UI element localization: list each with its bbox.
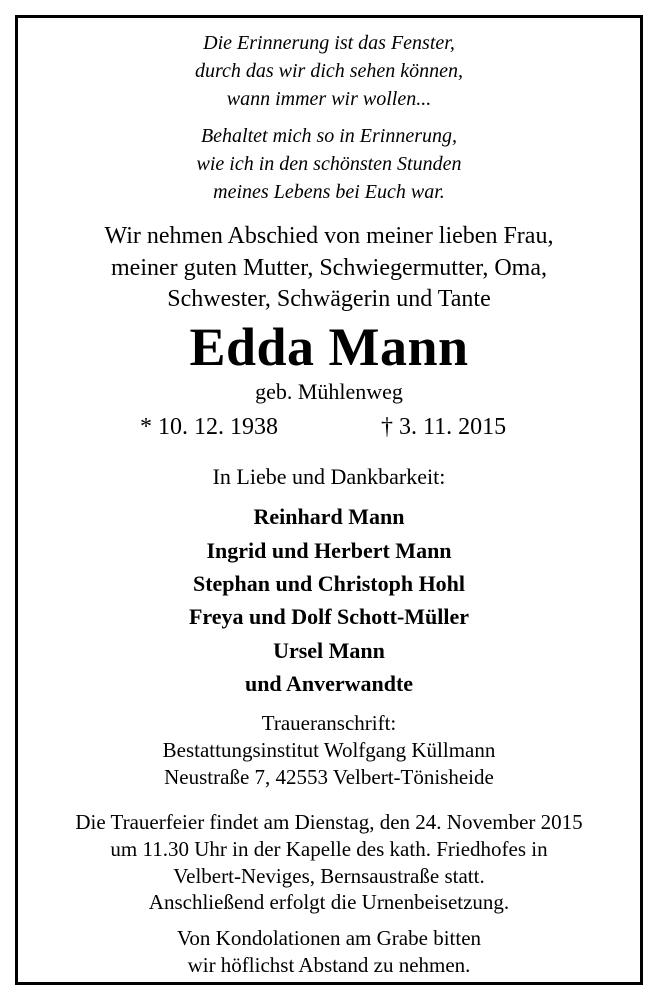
mourner-name: und Anverwandte: [244, 671, 414, 696]
quote-line: wie ich in den schönsten Stunden: [196, 153, 462, 175]
address-line: Bestattungsinstitut Wolfgang Küllmann: [162, 738, 496, 762]
quote-line: Behaltet mich so in Erinnerung,: [200, 125, 458, 147]
mourner-name: Ingrid und Herbert Mann: [206, 538, 452, 563]
ceremony-line: um 11.30 Uhr in der Kapelle des kath. Friedhofes in: [110, 837, 548, 861]
mourner-name: Freya und Dolf Schott-Müller: [188, 604, 470, 629]
condolence-line: wir höflichst Abstand zu nehmen.: [187, 953, 471, 977]
ceremony-line: Velbert-Neviges, Bernsaustraße statt.: [173, 864, 485, 888]
mourner-name: Reinhard Mann: [253, 504, 405, 529]
quote-line: wann immer wir wollen...: [226, 88, 432, 110]
intro-line: meiner guten Mutter, Schwiegermutter, Oma,: [111, 255, 547, 281]
address-line: Neustraße 7, 42553 Velbert-Tönisheide: [164, 765, 494, 789]
death-date: † 3. 11. 2015: [381, 414, 507, 440]
ceremony-line: Anschließend erfolgt die Urnenbeisetzung.: [148, 890, 510, 914]
ceremony-line: Die Trauerfeier findet am Dienstag, den 24. November 2015: [75, 810, 583, 834]
deceased-name: Edda Mann: [189, 317, 469, 377]
address-line: Traueranschrift:: [261, 711, 397, 735]
condolence-line: Von Kondolationen am Grabe bitten: [176, 926, 482, 950]
intro-line: Wir nehmen Abschied von meiner lieben Frau,: [104, 223, 554, 249]
intro-line: Schwester, Schwägerin und Tante: [167, 286, 491, 312]
gratitude-line: In Liebe und Dankbarkeit:: [212, 464, 446, 489]
birth-date: * 10. 12. 1938: [140, 414, 278, 440]
mourner-name: Ursel Mann: [273, 638, 385, 663]
quote-line: Die Erinnerung ist das Fenster,: [203, 32, 455, 54]
birth-name: geb. Mühlenweg: [255, 379, 403, 404]
quote-line: meines Lebens bei Euch war.: [213, 181, 445, 203]
mourner-name: Stephan und Christoph Hohl: [192, 571, 466, 596]
quote-line: durch das wir dich sehen können,: [194, 60, 464, 82]
